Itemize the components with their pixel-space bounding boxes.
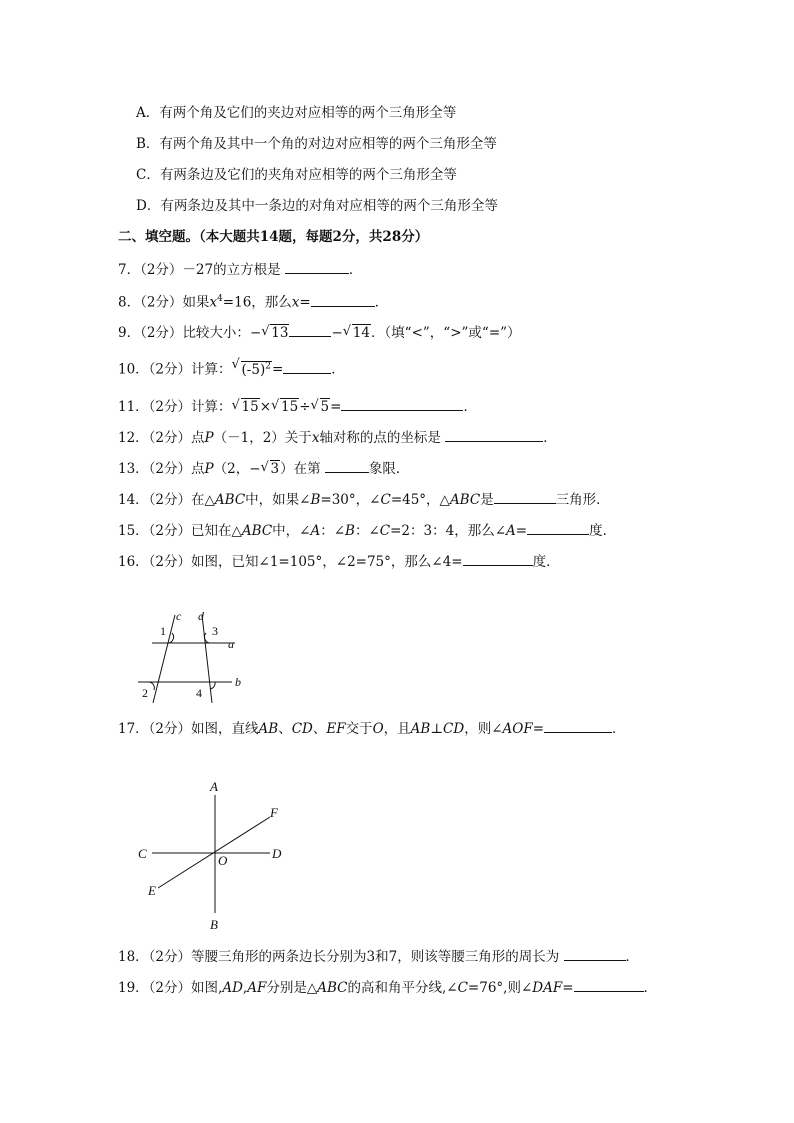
option-c: C．有两条边及它们的夹角对应相等的两个三角形全等: [136, 167, 457, 183]
answer-blank[interactable]: [283, 359, 331, 374]
line-d: [202, 615, 212, 703]
answer-blank[interactable]: [325, 458, 369, 473]
answer-blank[interactable]: [311, 292, 375, 307]
label-3: 3: [212, 624, 218, 638]
question-12: 12．（2分）点P（－1，2）关于x轴对称的点的坐标是 ．: [118, 427, 557, 447]
answer-blank[interactable]: [463, 551, 533, 566]
label-2: 2: [142, 686, 148, 700]
answer-blank[interactable]: [564, 946, 626, 961]
option-a: A．有两个角及它们的夹边对应相等的两个三角形全等: [136, 105, 457, 121]
label-F: F: [270, 805, 278, 820]
option-b: B．有两个角及其中一个角的对边对应相等的两个三角形全等: [136, 136, 497, 152]
question-11: 11．（2分）计算：√ 15×√ 15÷√ 5= ．: [118, 396, 477, 416]
question-16: 16．（2分）如图，已知∠1=105°，∠2=75°，那么∠4= 度．: [118, 551, 560, 571]
answer-blank[interactable]: [341, 396, 463, 411]
sqrt-13: √ 13: [261, 324, 289, 342]
question-17: 17．（2分）如图，直线AB、CD、EF交于O，且AB⊥CD，则∠AOF= ．: [118, 718, 626, 738]
sqrt-expression: √ $(-5)^2$: [232, 357, 272, 379]
question-15: 15．（2分）已知在△ABC中，∠A：∠B：∠C=2：3：4，那么∠A= 度．: [118, 520, 616, 540]
label-E: E: [148, 883, 156, 898]
label-O: O: [218, 853, 228, 868]
label-a: a: [228, 637, 234, 651]
question-13: 13．（2分）点P（2，−√ 3）在第 象限．: [118, 458, 409, 478]
section-title: 二、填空题。（本大题共14题，每题2分，共28分）: [118, 229, 429, 245]
label-B: B: [210, 917, 218, 932]
question-9: 9．（2分）比较大小：−√ 13 −√ 14．（填“<”，“>”或“=”）: [118, 322, 521, 342]
answer-blank[interactable]: [285, 259, 349, 274]
answer-blank[interactable]: [289, 322, 331, 337]
sqrt-14: √ 14: [343, 324, 371, 342]
answer-blank[interactable]: [445, 427, 543, 442]
answer-blank[interactable]: [574, 977, 644, 992]
label-A: A: [210, 779, 218, 794]
label-C: C: [138, 846, 147, 861]
question-14: 14．（2分）在△ABC中，如果∠B=30°，∠C=45°，△ABC是 三角形．: [118, 489, 610, 509]
answer-blank[interactable]: [527, 520, 589, 535]
question-8: 8．（2分）如果$x^4=16$，那么x= ．: [118, 290, 388, 312]
answer-blank[interactable]: [494, 489, 556, 504]
label-d: d: [198, 609, 204, 623]
angle-2-arc: [149, 682, 154, 690]
label-1: 1: [160, 624, 166, 638]
option-d: D．有两条边及其中一条边的对角对应相等的两个三角形全等: [136, 198, 498, 214]
parallel-lines-figure: [130, 605, 260, 705]
answer-blank[interactable]: [544, 718, 612, 733]
question-19: 19．（2分）如图,AD,AF分别是△ABC的高和角平分线,∠C=76°,则∠DAF= ．: [118, 977, 657, 997]
intersecting-lines-figure: [130, 775, 300, 940]
label-D: D: [272, 846, 282, 861]
question-7: 7．（2分）－27的立方根是 ．: [118, 259, 362, 279]
question-10: 10．（2分）计算：√ $(-5)^2=$ ．: [118, 357, 345, 379]
label-c: c: [176, 609, 182, 623]
label-b: b: [235, 675, 241, 689]
question-18: 18．（2分）等腰三角形的两条边长分别为3和7，则该等腰三角形的周长为 ．: [118, 946, 639, 966]
label-4: 4: [196, 686, 202, 700]
